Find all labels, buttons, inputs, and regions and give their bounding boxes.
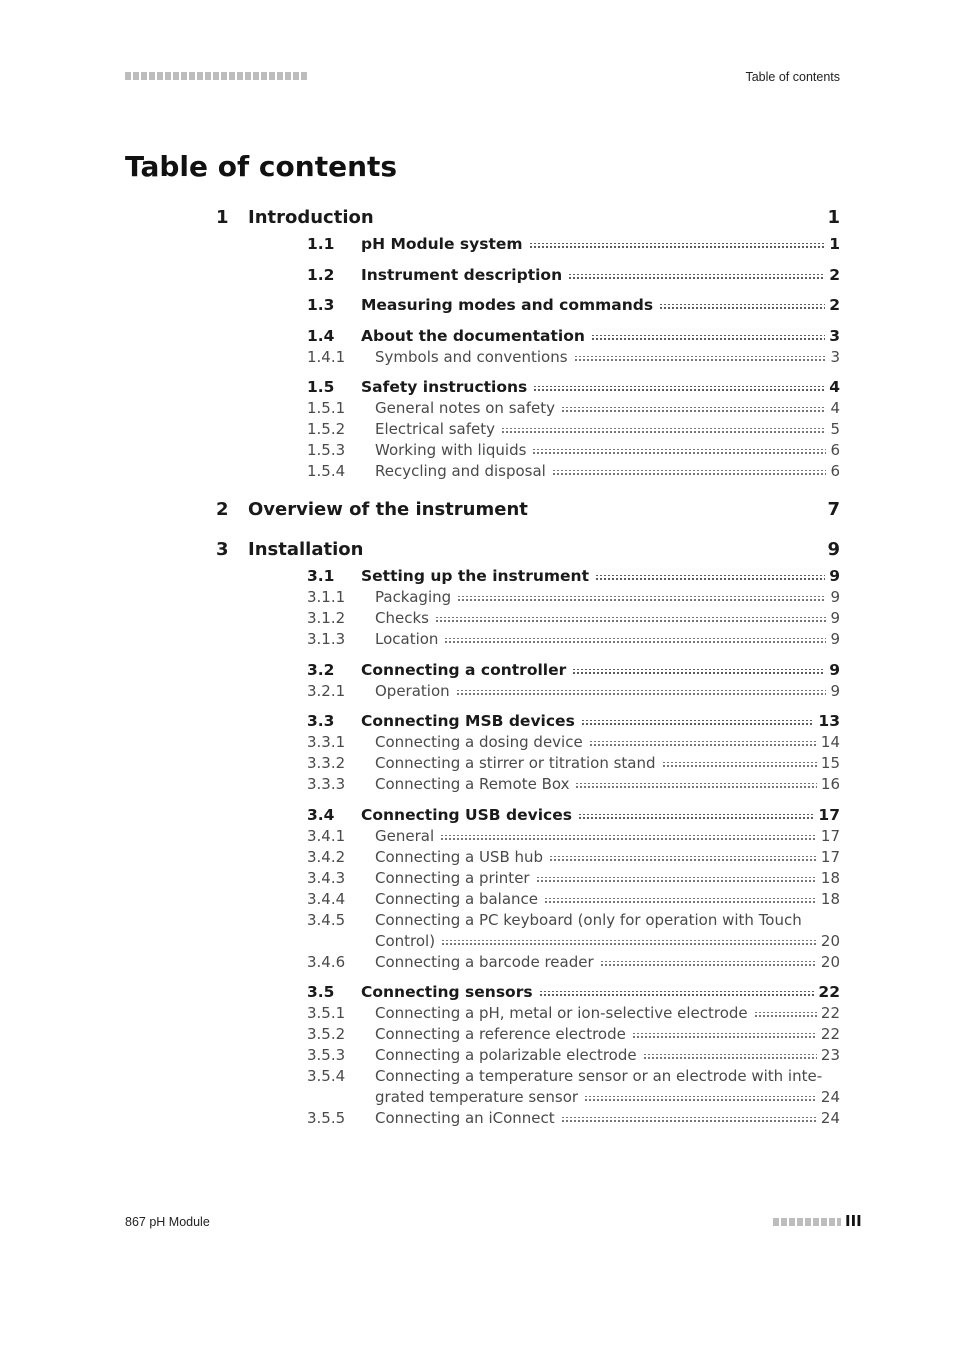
table-of-contents <box>216 198 840 1129</box>
toc-entry-page: 3 <box>830 347 840 366</box>
toc-entry-page: 22 <box>818 983 840 1001</box>
toc-leader-dots <box>589 741 817 748</box>
toc-entry-title: Connecting a PC keyboard (only for operation with Touch <box>375 910 802 929</box>
toc-entry-level-3[interactable] <box>216 347 840 368</box>
toc-entry-level-2[interactable] <box>216 265 840 286</box>
toc-entry-title: Connecting a stirrer or titration stand <box>375 754 656 772</box>
toc-entry-page: 1 <box>827 207 840 228</box>
toc-entry-level-2[interactable] <box>216 377 840 398</box>
toc-entry-number: 3.1.3 <box>307 630 346 648</box>
toc-entry-title: Setting up the instrument <box>361 567 589 585</box>
toc-entry-title-continued: Control) <box>375 931 436 950</box>
toc-leader-dots <box>581 720 815 727</box>
toc-leader-dots <box>591 335 825 342</box>
toc-entry-page: 2 <box>829 265 840 284</box>
toc-leader-dots <box>659 304 825 311</box>
toc-entry-page: 17 <box>820 847 840 866</box>
toc-entry-number: 3.5.4 <box>307 1067 346 1085</box>
toc-leader-dots <box>435 617 826 624</box>
toc-entry-continuation <box>216 1087 840 1108</box>
toc-leader-dots <box>595 575 825 582</box>
toc-entry-level-3[interactable] <box>216 461 840 482</box>
toc-entry-title: Connecting a controller <box>361 660 567 679</box>
toc-entry-title: Connecting a balance <box>375 889 539 908</box>
toc-entry-number: 3.3.1 <box>307 733 346 751</box>
toc-entry-title-continued: grated temperature sensor <box>375 1088 579 1106</box>
toc-entry-number: 3.4.2 <box>307 847 346 866</box>
toc-leader-dots <box>533 386 825 393</box>
toc-entry-level-3[interactable] <box>216 826 840 847</box>
toc-leader-dots <box>572 669 825 676</box>
toc-entry-level-3[interactable] <box>216 753 840 774</box>
toc-leader-dots <box>529 243 826 250</box>
toc-leader-dots <box>754 1012 817 1019</box>
toc-entry-page: 23 <box>820 1046 840 1064</box>
toc-entry-level-3[interactable] <box>216 1024 840 1045</box>
toc-entry-title: Connecting an iConnect <box>375 1109 555 1127</box>
toc-entry-number: 1.5.4 <box>307 462 346 480</box>
toc-leader-dots <box>552 470 827 477</box>
toc-entry-level-3[interactable] <box>216 1003 840 1024</box>
toc-entry-number: 3.5.1 <box>307 1004 346 1022</box>
toc-entry-number: 3.2.1 <box>307 681 346 700</box>
toc-entry-level-3[interactable] <box>216 889 840 910</box>
toc-entry-title: Operation <box>375 681 450 700</box>
toc-entry-number: 3.5.5 <box>307 1109 346 1127</box>
toc-entry-page: 7 <box>827 499 840 520</box>
toc-entry-level-3[interactable] <box>216 1045 840 1066</box>
toc-entry-level-3[interactable] <box>216 587 840 608</box>
toc-leader-dots <box>574 356 827 363</box>
toc-entry-page: 24 <box>820 1109 840 1127</box>
toc-leader-dots <box>456 690 827 697</box>
toc-entry-page: 17 <box>818 805 840 824</box>
toc-entry-page: 13 <box>818 712 840 730</box>
toc-entry-page: 5 <box>830 420 840 438</box>
toc-entry-title: About the documentation <box>361 326 585 345</box>
toc-entry-number: 3.3.3 <box>307 775 346 793</box>
toc-entry-page: 16 <box>820 775 840 793</box>
toc-entry-title: Connecting a dosing device <box>375 733 583 751</box>
toc-entry-number: 1.5.3 <box>307 441 346 459</box>
toc-entry-title: Connecting a Remote Box <box>375 775 570 793</box>
toc-entry-title: General <box>375 826 435 845</box>
toc-entry-title: Connecting USB devices <box>361 805 572 824</box>
toc-entry-page: 1 <box>829 235 840 253</box>
toc-entry-title: Connecting a temperature sensor or an electrode with inte- <box>375 1067 823 1085</box>
toc-entry-page: 6 <box>830 441 840 459</box>
toc-entry-number: 3.1.2 <box>307 609 346 627</box>
toc-entry-title: Electrical safety <box>375 420 495 438</box>
toc-entry-page: 20 <box>820 952 840 971</box>
toc-entry-number: 1.5.1 <box>307 399 346 417</box>
toc-entry-level-1[interactable] <box>216 498 840 522</box>
toc-entry-title: Instrument description <box>361 265 563 284</box>
toc-leader-dots <box>561 407 826 414</box>
toc-entry-number: 3.4.1 <box>307 826 346 845</box>
toc-entry-level-3[interactable] <box>216 732 840 753</box>
toc-entry-number: 3.5.3 <box>307 1046 346 1064</box>
toc-entry-page: 18 <box>820 889 840 908</box>
toc-entry-number: 3.4 <box>307 805 335 824</box>
toc-leader-dots <box>561 1117 817 1124</box>
toc-entry-title: Connecting a printer <box>375 868 530 887</box>
toc-entry-page: 9 <box>827 539 840 560</box>
toc-entry-number: 3.4.5 <box>307 910 346 929</box>
toc-entry-page: 18 <box>820 868 840 887</box>
toc-entry-page: 9 <box>829 567 840 585</box>
footer-decoration <box>773 1218 841 1226</box>
toc-entry-page: 17 <box>820 826 840 845</box>
toc-entry-number: 1.5.2 <box>307 420 346 438</box>
toc-leader-dots <box>539 991 815 998</box>
toc-leader-dots <box>575 783 816 790</box>
toc-leader-dots <box>457 596 826 603</box>
toc-entry-level-2[interactable] <box>216 982 840 1003</box>
running-header: Table of contents <box>745 70 840 84</box>
toc-entry-level-3[interactable] <box>216 847 840 868</box>
toc-leader-dots <box>662 762 817 769</box>
toc-entry-level-3[interactable] <box>216 681 840 702</box>
toc-leader-dots <box>536 877 817 884</box>
toc-entry-title: Symbols and conventions <box>375 347 568 366</box>
toc-entry-page: 4 <box>830 399 840 417</box>
toc-entry-number: 1 <box>216 207 229 228</box>
toc-entry-level-2[interactable] <box>216 711 840 732</box>
footer-product-name: 867 pH Module <box>125 1215 210 1229</box>
toc-entry-level-3[interactable] <box>216 910 840 931</box>
toc-entry-level-3[interactable] <box>216 868 840 889</box>
toc-entry-page: 3 <box>829 326 840 345</box>
toc-leader-dots <box>532 449 826 456</box>
toc-leader-dots <box>549 856 817 863</box>
toc-entry-number: 3.2 <box>307 660 335 679</box>
toc-entry-number: 1.2 <box>307 265 335 284</box>
toc-entry-level-2[interactable] <box>216 326 840 347</box>
toc-entry-number: 3.3.2 <box>307 754 346 772</box>
toc-leader-dots <box>584 1096 817 1103</box>
toc-leader-dots <box>501 428 826 435</box>
toc-leader-dots <box>568 274 825 281</box>
toc-entry-page: 9 <box>829 660 840 679</box>
toc-leader-dots <box>632 1033 817 1040</box>
toc-entry-title: Recycling and disposal <box>375 462 546 480</box>
toc-entry-page: 9 <box>830 609 840 627</box>
toc-entry-number: 3.1 <box>307 567 335 585</box>
toc-entry-page: 24 <box>820 1088 840 1106</box>
toc-entry-level-2[interactable] <box>216 805 840 826</box>
toc-entry-number: 2 <box>216 499 229 520</box>
toc-entry-page: 15 <box>820 754 840 772</box>
toc-leader-dots <box>578 814 814 821</box>
toc-entry-level-3[interactable] <box>216 440 840 461</box>
toc-entry-title: Connecting a reference electrode <box>375 1025 626 1043</box>
toc-entry-page: 2 <box>829 296 840 314</box>
toc-entry-title: Measuring modes and commands <box>361 296 654 314</box>
toc-leader-dots <box>600 961 817 968</box>
toc-entry-number: 3.4.6 <box>307 952 346 971</box>
toc-entry-title: Connecting MSB devices <box>361 712 575 730</box>
toc-entry-title: Connecting a polarizable electrode <box>375 1046 637 1064</box>
toc-entry-level-2[interactable] <box>216 234 840 255</box>
toc-leader-dots <box>441 940 817 947</box>
toc-entry-level-3[interactable] <box>216 1108 840 1129</box>
page-number: III <box>845 1212 862 1230</box>
toc-entry-number: 3.1.1 <box>307 588 346 606</box>
toc-leader-dots <box>440 835 817 842</box>
toc-entry-number: 1.1 <box>307 235 335 253</box>
toc-entry-page: 6 <box>830 462 840 480</box>
toc-entry-title: Working with liquids <box>375 441 527 459</box>
toc-entry-page: 4 <box>829 378 840 396</box>
toc-entry-level-2[interactable] <box>216 566 840 587</box>
toc-entry-number: 3.3 <box>307 712 335 730</box>
toc-entry-level-3[interactable] <box>216 419 840 440</box>
toc-entry-number: 1.4.1 <box>307 347 346 366</box>
toc-entry-title: Connecting sensors <box>361 983 533 1001</box>
toc-entry-number: 3.4.3 <box>307 868 346 887</box>
toc-entry-level-1[interactable] <box>216 538 840 562</box>
toc-entry-page: 9 <box>830 681 840 700</box>
toc-entry-level-3[interactable] <box>216 608 840 629</box>
toc-entry-level-1[interactable] <box>216 206 840 230</box>
toc-entry-number: 1.4 <box>307 326 335 345</box>
toc-entry-page: 14 <box>820 733 840 751</box>
toc-entry-level-3[interactable] <box>216 629 840 650</box>
toc-entry-title: Overview of the instrument <box>248 499 528 520</box>
toc-leader-dots <box>544 898 817 905</box>
toc-entry-title: Connecting a USB hub <box>375 847 544 866</box>
toc-entry-title: Packaging <box>375 588 452 606</box>
toc-entry-title: pH Module system <box>361 235 523 253</box>
toc-entry-title: Safety instructions <box>361 378 528 396</box>
toc-entry-level-2[interactable] <box>216 295 840 316</box>
toc-entry-title: Installation <box>248 539 364 560</box>
page-title: Table of contents <box>125 150 398 183</box>
toc-entry-title: Location <box>375 630 439 648</box>
toc-entry-level-3[interactable] <box>216 398 840 419</box>
toc-entry-level-3[interactable] <box>216 774 840 795</box>
toc-entry-number: 3.5 <box>307 983 335 1001</box>
toc-entry-number: 1.3 <box>307 296 335 314</box>
toc-entry-title: Checks <box>375 609 429 627</box>
toc-leader-dots <box>643 1054 817 1061</box>
toc-entry-title: General notes on safety <box>375 399 555 417</box>
toc-entry-level-2[interactable] <box>216 660 840 681</box>
toc-entry-page: 22 <box>820 1025 840 1043</box>
toc-entry-number: 1.5 <box>307 378 335 396</box>
toc-entry-page: 9 <box>830 630 840 648</box>
toc-entry-title: Introduction <box>248 207 374 228</box>
toc-entry-level-3[interactable] <box>216 952 840 973</box>
toc-entry-continuation <box>216 931 840 952</box>
toc-entry-number: 3 <box>216 539 229 560</box>
header-decoration <box>125 72 307 80</box>
toc-entry-page: 20 <box>820 931 840 950</box>
toc-entry-level-3[interactable] <box>216 1066 840 1087</box>
toc-entry-page: 22 <box>820 1004 840 1022</box>
toc-entry-number: 3.5.2 <box>307 1025 346 1043</box>
toc-entry-title: Connecting a pH, metal or ion-selective electrode <box>375 1004 748 1022</box>
toc-entry-number: 3.4.4 <box>307 889 346 908</box>
toc-entry-title: Connecting a barcode reader <box>375 952 594 971</box>
toc-leader-dots <box>444 638 826 645</box>
toc-entry-page: 9 <box>830 588 840 606</box>
